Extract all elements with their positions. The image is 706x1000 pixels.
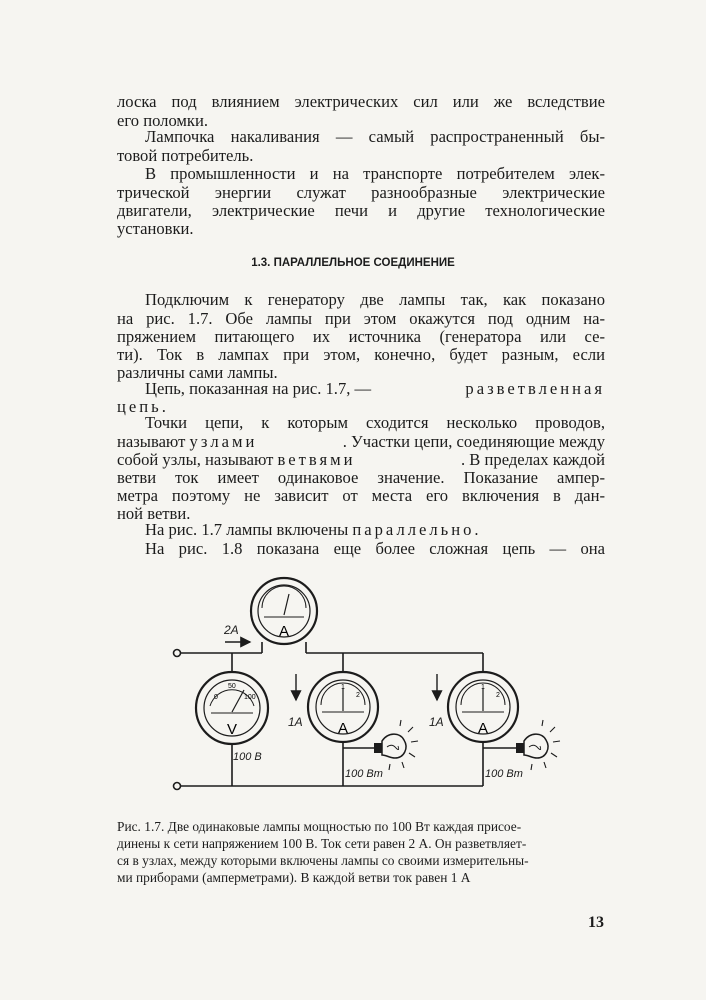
text-segment: называют — [117, 432, 190, 451]
ammeter-scale-1: 1 — [341, 684, 345, 691]
text-segment: На рис. 1.7 лампы включены — [145, 520, 353, 539]
figure-caption-line: Рис. 1.7. Две одинаковые лампы мощностью по 100 Вт каждая присое- — [117, 819, 522, 834]
branch2-ammeter — [448, 672, 518, 742]
page-number: 13 — [588, 914, 604, 931]
text-line: трической энергии служат разнообразные электрические — [117, 183, 605, 202]
text-line: Подключим к генератору две лампы так, как показано — [145, 290, 605, 309]
text-line: на рис. 1.7. Обе лампы при этом окажутся под одним на- — [117, 309, 605, 328]
figure-caption-line: ся в узлах, между которыми включены лампы со своими измерительны- — [117, 853, 529, 868]
lamp1-power-label: 100 Вт — [345, 768, 383, 780]
voltmeter-reading: 100 В — [233, 751, 262, 763]
text-line: лоска под влиянием электрических сил или же вследствие — [117, 92, 605, 111]
text-line: различны сами лампы. — [117, 363, 278, 382]
text-segment: собой узлы, называют — [117, 450, 278, 469]
text-line: В промышленности и на транспорте потребителем элек- — [145, 164, 605, 183]
text-line: Точки цепи, к которым сходится несколько проводов, — [145, 413, 605, 432]
lamp-1 — [374, 720, 418, 770]
ammeter-scale-2: 2 — [356, 692, 360, 699]
branch1-current-label: 1A — [288, 715, 303, 729]
input-terminal-top — [174, 650, 181, 657]
branch2-current-label: 1A — [429, 715, 444, 729]
ammeter-letter: A — [337, 720, 349, 737]
voltmeter-letter: V — [226, 721, 238, 738]
voltmeter-scale-100: 100 — [244, 694, 256, 701]
emphasized-term: цепь — [117, 397, 162, 416]
emphasized-term: параллельно — [352, 520, 475, 539]
ammeter-scale-2: 2 — [496, 692, 500, 699]
text-line: товой потребитель. — [117, 146, 254, 165]
figure-caption-line: ми приборами (амперметрами). В каждой ветви ток равен 1 А — [117, 870, 471, 885]
text-line: ветви ток имеет одинаковое значение. Показание ампер- — [117, 468, 605, 487]
text-line: ной ветви. — [117, 504, 191, 523]
voltmeter — [196, 672, 268, 744]
figure-caption-line: динены к сети напряжением 100 В. Ток сети равен 2 А. Он разветвляет- — [117, 836, 527, 851]
emphasized-term: ветвями — [277, 450, 356, 469]
text-line: двигатели, электрические печи и другие технологические — [117, 201, 605, 220]
text-line: его поломки. — [117, 111, 209, 130]
section-heading: 1.3. ПАРАЛЛЕЛЬНОЕ СОЕДИНЕНИЕ — [251, 257, 455, 269]
input-terminal-bottom — [174, 783, 181, 790]
text-segment: . В пределах каждой — [461, 450, 605, 469]
text-line: установки. — [117, 219, 194, 238]
text-line: ти). Ток в лампах при этом, конечно, будет разным, если — [117, 345, 605, 364]
lamp-2 — [516, 720, 560, 770]
emphasized-term: узлами — [189, 432, 258, 451]
text-line: метра поэтому не зависит от места его включения в дан- — [117, 486, 605, 505]
text-segment: . Участки цепи, соединяющие между — [342, 432, 605, 451]
ammeter-letter: A — [477, 720, 489, 737]
main-current-label: 2A — [224, 623, 239, 637]
ammeter-scale-1: 1 — [481, 684, 485, 691]
ammeter-letter: A — [278, 623, 290, 640]
lamp2-power-label: 100 Вт — [485, 768, 523, 780]
voltmeter-scale-0: 0 — [214, 694, 218, 701]
main-ammeter — [251, 578, 317, 644]
text-line: Лампочка накаливания — самый распространенный бы- — [145, 127, 605, 146]
emphasized-term: разветвленная — [465, 379, 605, 398]
text-segment: . — [474, 520, 479, 539]
voltmeter-scale-50: 50 — [228, 683, 236, 690]
text-segment: . — [161, 397, 166, 416]
text-segment: Цепь, показанная на рис. 1.7, — — [145, 379, 376, 398]
text-line: пряжением питающего их источника (генератора или се- — [117, 327, 605, 346]
branch1-ammeter — [308, 672, 378, 742]
text-line: На рис. 1.8 показана еще более сложная цепь — она — [145, 539, 605, 558]
